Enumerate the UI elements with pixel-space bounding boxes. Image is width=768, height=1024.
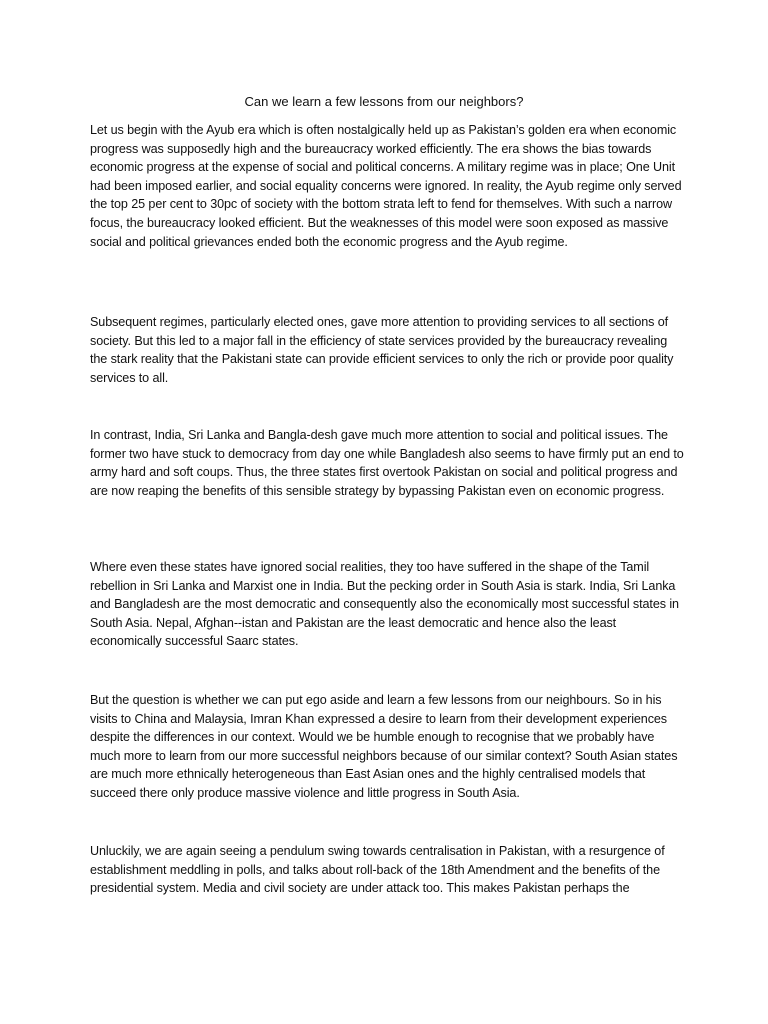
paragraph-social-realities: Where even these states have ignored social realities, they too have suffered in the shape of the Tamil rebellion in Sri Lanka and Marxist one in India. But the pecking order in South Asia is stark. India, Sri Lanka and Bangladesh are the most democratic and consequently also the economically most successful states in South Asia. Nepal, Afghan--istan and Pakistan are the least democratic and hence also the least economically successful Saarc states.: [90, 560, 679, 649]
document-title: Can we learn a few lessons from our neighbors?: [244, 94, 524, 109]
paragraph-subsequent-regimes: Subsequent regimes, particularly elected ones, gave more attention to providing services to all sections of society. But this led to a major fall in the efficiency of state services provided by the bureaucracy revealing the stark reality that the Pakistani state can provide efficient services to only the rich or provide poor quality services to all.: [90, 315, 674, 385]
paragraph-centralisation: Unluckily, we are again seeing a pendulum swing towards centralisation in Pakistan, with a resurgence of establishment meddling in polls, and talks about roll-back of the 18th Amendment and the benefits of the presidential system. Media and civil society are under attack too. This makes Pakistan perhaps the: [90, 844, 665, 896]
paragraph-ayub-era: Let us begin with the Ayub era which is often nostalgically held up as Pakistan’s golden era when economic progress was supposedly high and the bureaucracy worked efficiently. The era shows the bias towards economic progress at the expense of social and political concerns. A military regime was in place; One Unit had been imposed earlier, and social equality concerns were ignored. In reality, the Ayub regime only served the top 25 per cent to 30pc of society with the bottom strata left to fend for themselves. With such a narrow focus, the bureaucracy looked efficient. But the weaknesses of this model were soon exposed as massive social and political grievances ended both the economic progress and the Ayub regime.: [90, 123, 682, 249]
paragraph-lessons-from-neighbours: But the question is whether we can put ego aside and learn a few lessons from our neighbours. So in his visits to China and Malaysia, Imran Khan expressed a desire to learn from their development experiences despite the differences in our context. Would we be humble enough to recognise that we probably have much more to learn from our more successful neighbors because of our similar context? South Asian states are much more ethnically heterogeneous than East Asian ones and the highly centralised models that succeed there only produce massive violence and little progress in South Asia.: [90, 693, 678, 800]
paragraph-in-contrast: In contrast, India, Sri Lanka and Bangla-desh gave much more attention to social and political issues. The former two have stuck to democracy from day one while Bangladesh also seems to have firmly put an end to army hard and soft coups. Thus, the three states first overtook Pakistan on social and political progress and are now reaping the benefits of this sensible strategy by bypassing Pakistan even on economic progress.: [90, 428, 684, 498]
